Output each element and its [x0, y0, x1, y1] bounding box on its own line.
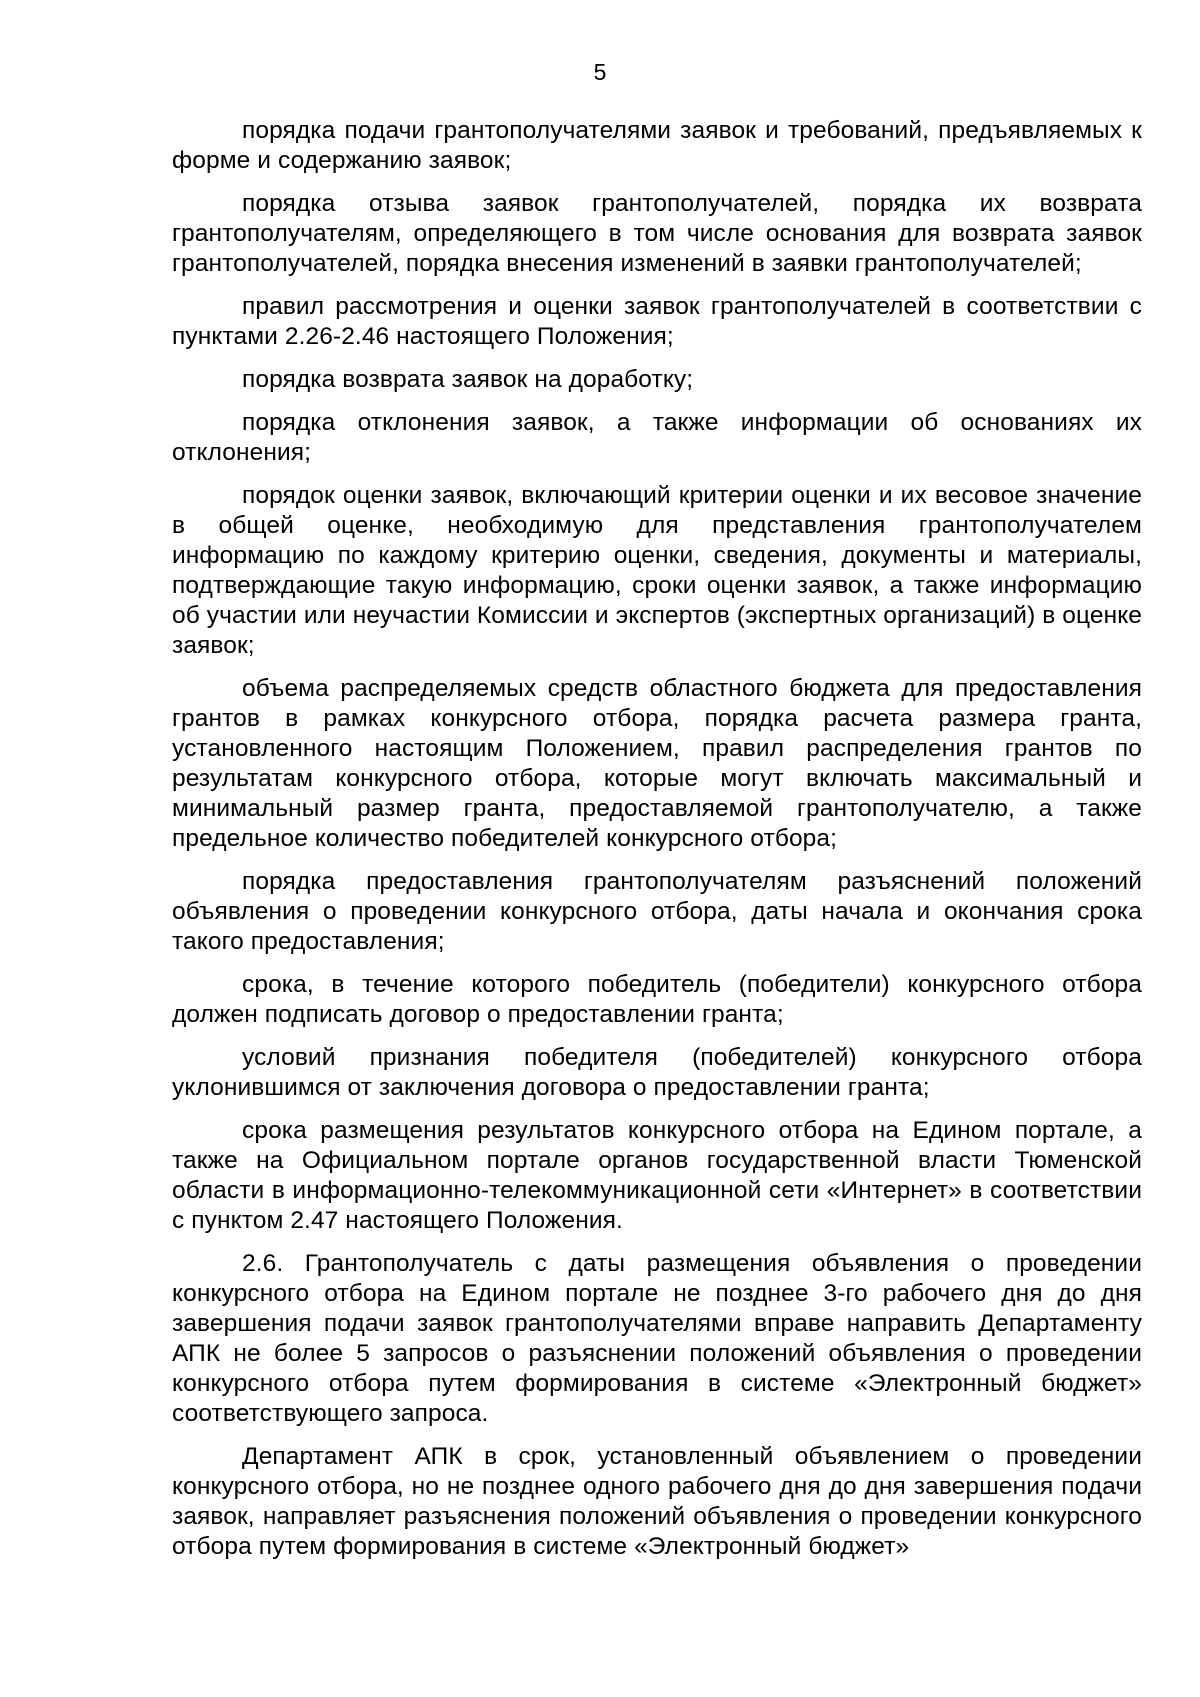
paragraph: порядка предоставления грантополучателям разъяснений положений объявления о проведении конкурсного отбора, даты начала и окончания срока такого предоставления;: [172, 868, 1142, 955]
page-number: 5: [593, 59, 607, 85]
paragraph: порядок оценки заявок, включающий критерии оценки и их весовое значение в общей оценке, необходимую для представления грантополучателем информацию по каждому критерию оценки, сведения, документы и материалы, подтверждающие такую информацию, сроки оценки заявок, а также информацию об участии или неучастии Комиссии и экспертов (экспертных организаций) в оценке заявок;: [172, 482, 1143, 659]
paragraph: объема распределяемых средств областного бюджета для предоставления грантов в рамках конкурсного отбора, порядка расчета размера гранта, установленного настоящим Положением, правил распределения грантов по результатам конкурсного отбора, которые могут включать максимальный и минимальный размер гранта, предоставляемой грантополучателю, а также предельное количество победителей конкурсного отбора;: [172, 675, 1142, 852]
paragraph: порядка отклонения заявок, а также информации об основаниях их отклонения;: [172, 409, 1142, 466]
paragraph: срока, в течение которого победитель (победители) конкурсного отбора должен подписать договор о предоставлении гранта;: [172, 971, 1142, 1028]
document-body: [172, 116, 1142, 1575]
paragraph: порядка подачи грантополучателями заявок и требований, предъявляемых к форме и содержанию заявок;: [172, 117, 1142, 174]
paragraph: срока размещения результатов конкурсного отбора на Едином портале, а также на Официальном портале органов государственной власти Тюменской области в информационно-телекоммуникационной сети «Интернет» в соответствии с пунктом 2.47 настоящего Положения.: [172, 1117, 1142, 1234]
paragraph: правил рассмотрения и оценки заявок грантополучателей в соответствии с пунктами 2.26-2.46 настоящего Положения;: [172, 293, 1142, 350]
paragraph: порядка возврата заявок на доработку;: [242, 366, 694, 393]
paragraph: Департамент АПК в срок, установленный объявлением о проведении конкурсного отбора, но не позднее одного рабочего дня до дня завершения подачи заявок, направляет разъяснения положений объявления о проведении конкурсного отбора путем формирования в системе «Электронный бюджет»: [172, 1443, 1142, 1560]
paragraph: порядка отзыва заявок грантополучателей, порядка их возврата грантополучателям, определяющего в том числе основания для возврата заявок грантополучателей, порядка внесения изменений в заявки грантополучателей;: [172, 190, 1142, 277]
paragraph: условий признания победителя (победителей) конкурсного отбора уклонившимся от заключения договора о предоставлении гранта;: [172, 1044, 1142, 1101]
paragraph: 2.6. Грантополучатель с даты размещения объявления о проведении конкурсного отбора на Едином портале не позднее 3-го рабочего дня до дня завершения подачи заявок грантополучателями вправе направить Департаменту АПК не более 5 запросов о разъяснении положений объявления о проведении конкурсного отбора путем формирования в системе «Электронный бюджет» соответствующего запроса.: [172, 1250, 1142, 1427]
